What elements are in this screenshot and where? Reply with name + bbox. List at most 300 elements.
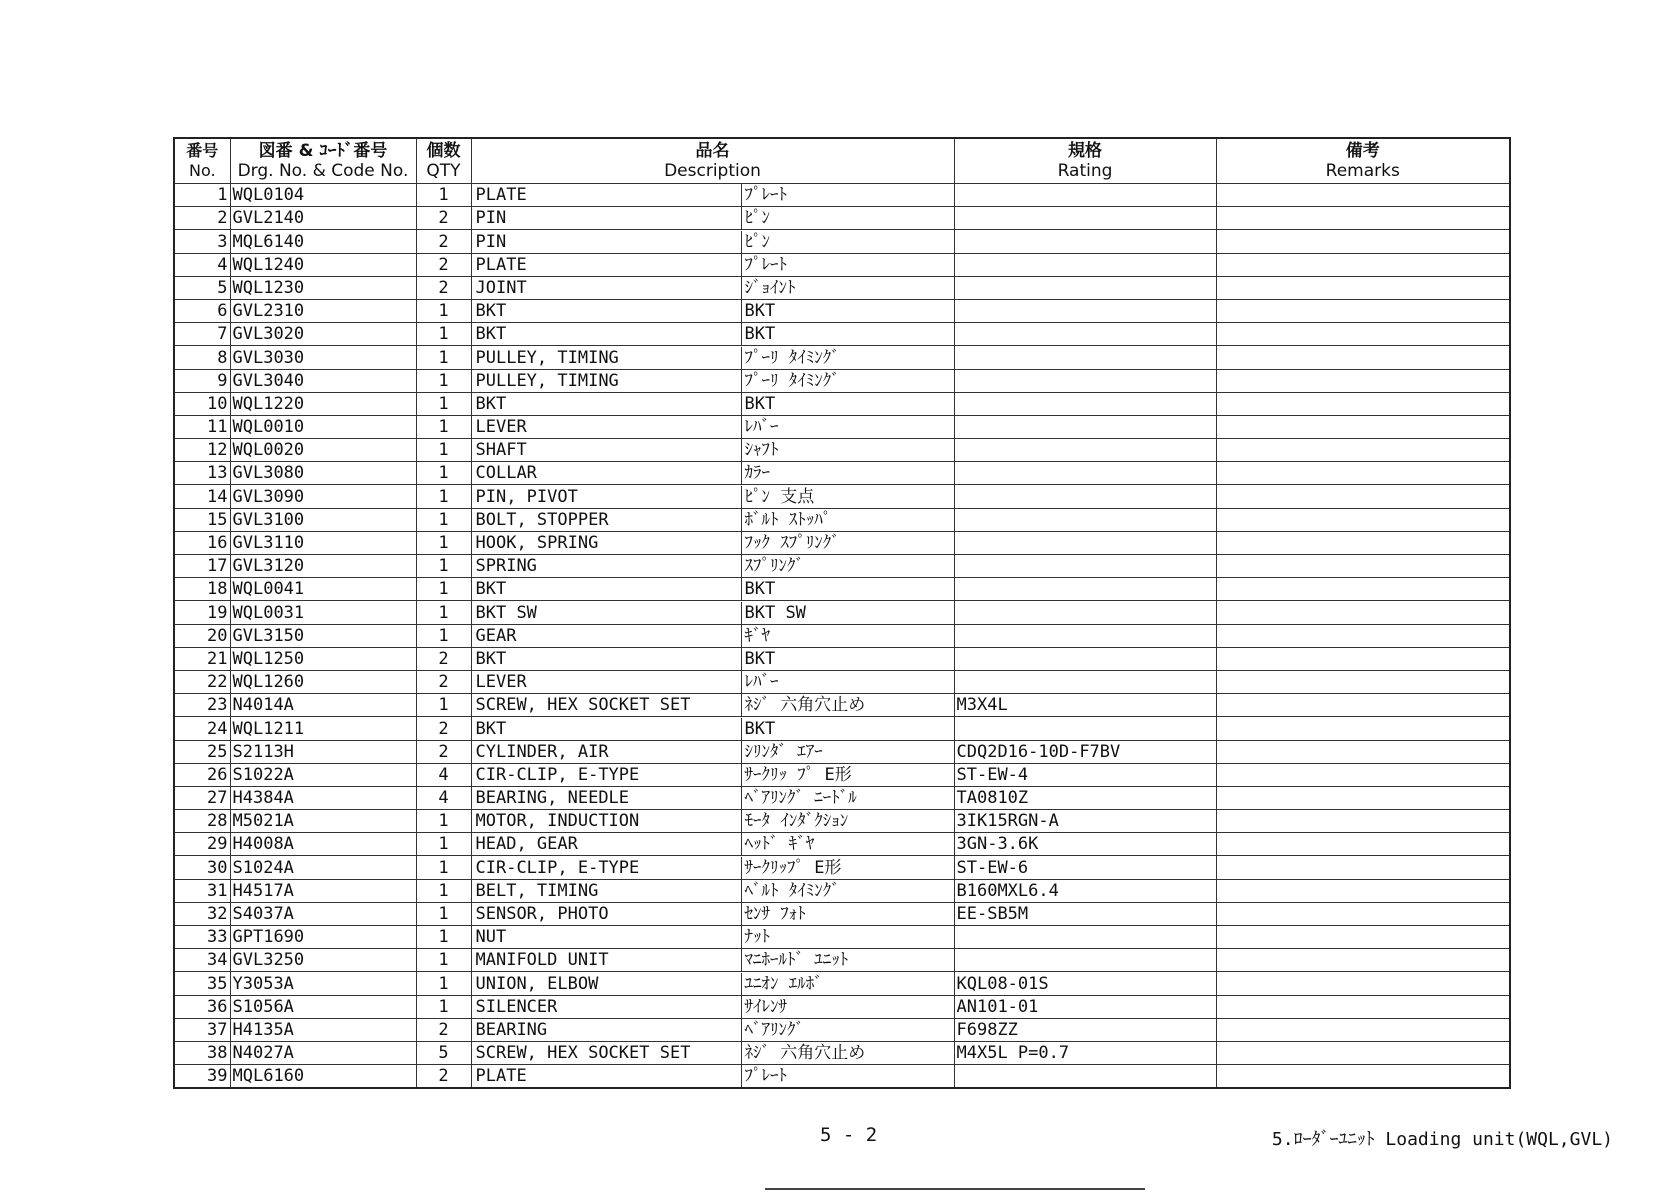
cell-qty: 2 — [416, 670, 471, 693]
description-en: PLATE — [474, 254, 742, 276]
description-en: BOLT, STOPPER — [474, 509, 742, 531]
description-jp: ｶﾗｰ — [744, 463, 770, 484]
cell-no: 19 — [174, 601, 230, 624]
cell-code: GVL2310 — [230, 299, 416, 322]
cell-no: 7 — [174, 323, 230, 346]
cell-description — [471, 856, 954, 879]
description-jp: ｻｰｸﾘｯﾌﾟ E形 — [744, 857, 842, 878]
cell-rating: 3GN-3.6K — [954, 833, 1216, 856]
table-row — [174, 1018, 1510, 1041]
description-jp: ﾋﾟﾝ — [744, 208, 770, 229]
cell-qty: 1 — [416, 531, 471, 554]
cell-code: Y3053A — [230, 972, 416, 995]
cell-description — [471, 694, 954, 717]
cell-code: GVL3250 — [230, 949, 416, 972]
cell-no: 38 — [174, 1041, 230, 1064]
description-jp: ﾈｼﾞ 六角穴止め — [744, 695, 866, 716]
cell-code: M5021A — [230, 810, 416, 833]
description-jp: ﾌﾟﾚｰﾄ — [744, 1066, 787, 1087]
table-row — [174, 763, 1510, 786]
cell-qty: 5 — [416, 1041, 471, 1064]
cell-no: 1 — [174, 184, 230, 207]
table-row — [174, 415, 1510, 438]
description-jp: ﾚﾊﾞｰ — [744, 672, 779, 693]
cell-code: WQL1211 — [230, 717, 416, 740]
cell-description — [471, 299, 954, 322]
cell-code: S2113H — [230, 740, 416, 763]
cell-code: GVL3080 — [230, 462, 416, 485]
cell-no: 15 — [174, 508, 230, 531]
table-row — [174, 856, 1510, 879]
cell-code: GVL2140 — [230, 207, 416, 230]
cell-no: 33 — [174, 926, 230, 949]
description-jp: BKT — [744, 324, 776, 345]
cell-qty: 1 — [416, 926, 471, 949]
cell-qty: 1 — [416, 902, 471, 925]
cell-code: GVL3110 — [230, 531, 416, 554]
cell-no: 35 — [174, 972, 230, 995]
cell-description — [471, 670, 954, 693]
description-jp: ｻｰｸﾘｯ ﾌﾟ E形 — [744, 764, 852, 785]
cell-rating — [954, 323, 1216, 346]
cell-description — [471, 926, 954, 949]
table-row — [174, 369, 1510, 392]
description-jp: ﾍﾞｱﾘﾝｸﾞ — [744, 1019, 804, 1040]
table-row — [174, 624, 1510, 647]
description-jp: ﾏﾆﾎｰﾙﾄﾞ ﾕﾆｯﾄ — [744, 950, 849, 971]
cell-remarks — [1216, 972, 1510, 995]
cell-qty: 2 — [416, 740, 471, 763]
description-jp: ﾌﾟｰﾘ ﾀｲﾐﾝｸﾞ — [744, 370, 840, 391]
cell-rating — [954, 415, 1216, 438]
cell-no: 16 — [174, 531, 230, 554]
cell-qty: 1 — [416, 392, 471, 415]
cell-no: 23 — [174, 694, 230, 717]
cell-qty: 1 — [416, 462, 471, 485]
page-number: 5 - 2 — [820, 1124, 878, 1146]
table-row — [174, 508, 1510, 531]
description-jp: ﾍｯﾄﾞ ｷﾞﾔ — [744, 834, 815, 855]
cell-no: 14 — [174, 485, 230, 508]
table-row — [174, 276, 1510, 299]
cell-remarks — [1216, 786, 1510, 809]
cell-remarks — [1216, 392, 1510, 415]
description-en: BKT — [474, 300, 742, 322]
cell-description — [471, 369, 954, 392]
cell-no: 26 — [174, 763, 230, 786]
cell-rating: KQL08-01S — [954, 972, 1216, 995]
description-en: SCREW, HEX SOCKET SET — [474, 694, 742, 716]
cell-description — [471, 392, 954, 415]
table-row — [174, 207, 1510, 230]
cell-rating — [954, 555, 1216, 578]
description-jp: ﾋﾟﾝ — [744, 231, 770, 252]
cell-code: GVL3040 — [230, 369, 416, 392]
description-jp: ｽﾌﾟﾘﾝｸﾞ — [744, 556, 804, 577]
cell-remarks — [1216, 439, 1510, 462]
cell-remarks — [1216, 601, 1510, 624]
table-row — [174, 833, 1510, 856]
cell-description — [471, 786, 954, 809]
header-rating: 規格 Rating — [954, 138, 1216, 184]
cell-description — [471, 647, 954, 670]
cell-no: 39 — [174, 1065, 230, 1089]
cell-remarks — [1216, 531, 1510, 554]
description-en: NUT — [474, 926, 742, 948]
cell-code: S4037A — [230, 902, 416, 925]
cell-remarks — [1216, 717, 1510, 740]
cell-remarks — [1216, 995, 1510, 1018]
cell-remarks — [1216, 578, 1510, 601]
cell-no: 20 — [174, 624, 230, 647]
cell-remarks — [1216, 879, 1510, 902]
description-en: PULLEY, TIMING — [474, 347, 742, 369]
cell-description — [471, 601, 954, 624]
description-en: BEARING, NEEDLE — [474, 787, 742, 809]
cell-remarks — [1216, 253, 1510, 276]
parts-table — [173, 137, 1511, 1089]
cell-description — [471, 323, 954, 346]
cell-code: GVL3020 — [230, 323, 416, 346]
cell-no: 36 — [174, 995, 230, 1018]
cell-no: 2 — [174, 207, 230, 230]
table-row — [174, 972, 1510, 995]
cell-code: WQL0010 — [230, 415, 416, 438]
cell-qty: 1 — [416, 624, 471, 647]
cell-remarks — [1216, 276, 1510, 299]
cell-qty: 1 — [416, 323, 471, 346]
cell-description — [471, 462, 954, 485]
cell-rating — [954, 508, 1216, 531]
cell-description — [471, 995, 954, 1018]
cell-remarks — [1216, 926, 1510, 949]
description-jp: ｼｬﾌﾄ — [744, 440, 779, 461]
cell-code: WQL1250 — [230, 647, 416, 670]
cell-remarks — [1216, 207, 1510, 230]
description-en: SPRING — [474, 555, 742, 577]
description-en: BKT — [474, 323, 742, 345]
table-row — [174, 1065, 1510, 1089]
description-en: SENSOR, PHOTO — [474, 903, 742, 925]
table-row — [174, 670, 1510, 693]
cell-remarks — [1216, 299, 1510, 322]
cell-no: 31 — [174, 879, 230, 902]
cell-description — [471, 879, 954, 902]
cell-qty: 1 — [416, 949, 471, 972]
cell-no: 32 — [174, 902, 230, 925]
cell-qty: 1 — [416, 299, 471, 322]
description-jp: ﾕﾆｵﾝ ｴﾙﾎﾞ — [744, 973, 823, 994]
table-row — [174, 485, 1510, 508]
description-en: LEVER — [474, 416, 742, 438]
description-en: MOTOR, INDUCTION — [474, 810, 742, 832]
cell-code: WQL1260 — [230, 670, 416, 693]
cell-no: 11 — [174, 415, 230, 438]
cell-no: 30 — [174, 856, 230, 879]
cell-remarks — [1216, 810, 1510, 833]
cell-remarks — [1216, 184, 1510, 207]
description-en: SILENCER — [474, 996, 742, 1018]
table-row — [174, 601, 1510, 624]
cell-code: GVL3150 — [230, 624, 416, 647]
cell-rating: CDQ2D16-10D-F7BV — [954, 740, 1216, 763]
cell-code: S1024A — [230, 856, 416, 879]
cell-remarks — [1216, 230, 1510, 253]
description-jp: ｾﾝｻ ﾌｫﾄ — [744, 904, 806, 924]
cell-remarks — [1216, 369, 1510, 392]
cell-description — [471, 810, 954, 833]
description-en: UNION, ELBOW — [474, 973, 742, 995]
cell-qty: 1 — [416, 508, 471, 531]
description-jp: ﾚﾊﾞｰ — [744, 417, 779, 438]
cell-no: 29 — [174, 833, 230, 856]
cell-no: 34 — [174, 949, 230, 972]
description-jp: ﾌﾟﾚｰﾄ — [744, 185, 787, 206]
cell-qty: 4 — [416, 786, 471, 809]
cell-description — [471, 207, 954, 230]
cell-no: 13 — [174, 462, 230, 485]
cell-no: 21 — [174, 647, 230, 670]
section-title: 5.ﾛｰﾀﾞｰﾕﾆｯﾄ Loading unit(WQL,GVL) — [1271, 1129, 1613, 1150]
cell-remarks — [1216, 949, 1510, 972]
description-jp: ｼﾘﾝﾀﾞ ｴｱｰ — [744, 741, 823, 762]
description-jp: ﾌｯｸ ｽﾌﾟﾘﾝｸﾞ — [744, 533, 840, 553]
table-row — [174, 253, 1510, 276]
table-row — [174, 694, 1510, 717]
parts-list-sheet — [173, 137, 1509, 1089]
cell-remarks — [1216, 485, 1510, 508]
cell-rating: TA0810Z — [954, 786, 1216, 809]
cell-code: H4384A — [230, 786, 416, 809]
cell-rating — [954, 369, 1216, 392]
cell-code: N4027A — [230, 1041, 416, 1064]
cell-description — [471, 1018, 954, 1041]
description-en: HEAD, GEAR — [474, 833, 742, 855]
cell-rating — [954, 647, 1216, 670]
description-en: GEAR — [474, 625, 742, 647]
cell-remarks — [1216, 856, 1510, 879]
cell-qty: 1 — [416, 833, 471, 856]
cell-description — [471, 1041, 954, 1064]
cell-code: GVL3120 — [230, 555, 416, 578]
cell-no: 8 — [174, 346, 230, 369]
description-jp: ｻｲﾚﾝｻ — [744, 996, 787, 1017]
table-row — [174, 879, 1510, 902]
table-body — [174, 184, 1510, 1089]
cell-no: 4 — [174, 253, 230, 276]
cell-no: 22 — [174, 670, 230, 693]
cell-rating — [954, 624, 1216, 647]
cell-code: MQL6160 — [230, 1065, 416, 1089]
cell-description — [471, 717, 954, 740]
cell-description — [471, 902, 954, 925]
table-row — [174, 531, 1510, 554]
cell-qty: 1 — [416, 995, 471, 1018]
cell-qty: 1 — [416, 578, 471, 601]
cell-remarks — [1216, 323, 1510, 346]
description-en: CIR-CLIP, E-TYPE — [474, 857, 742, 879]
header-no: 番号 No. — [174, 138, 230, 184]
cell-rating — [954, 485, 1216, 508]
cell-qty: 2 — [416, 207, 471, 230]
cell-no: 6 — [174, 299, 230, 322]
cell-qty: 2 — [416, 1065, 471, 1089]
description-en: BELT, TIMING — [474, 880, 742, 902]
cell-description — [471, 253, 954, 276]
scan-artifact-line — [765, 1188, 1145, 1190]
description-jp: BKT — [744, 579, 776, 600]
table-row — [174, 949, 1510, 972]
description-en: CYLINDER, AIR — [474, 741, 742, 763]
table-row — [174, 647, 1510, 670]
description-jp: ﾈｼﾞ 六角穴止め — [744, 1043, 866, 1064]
cell-rating: EE-SB5M — [954, 902, 1216, 925]
cell-rating — [954, 230, 1216, 253]
cell-qty: 2 — [416, 230, 471, 253]
cell-remarks — [1216, 1065, 1510, 1089]
description-en: SCREW, HEX SOCKET SET — [474, 1042, 742, 1064]
table-row — [174, 902, 1510, 925]
cell-qty: 1 — [416, 439, 471, 462]
cell-rating — [954, 299, 1216, 322]
cell-rating — [954, 276, 1216, 299]
cell-remarks — [1216, 462, 1510, 485]
cell-qty: 2 — [416, 1018, 471, 1041]
cell-remarks — [1216, 555, 1510, 578]
cell-rating — [954, 207, 1216, 230]
cell-rating: ST-EW-6 — [954, 856, 1216, 879]
cell-qty: 1 — [416, 369, 471, 392]
description-en: HOOK, SPRING — [474, 532, 742, 554]
description-en: BKT — [474, 718, 742, 740]
cell-no: 3 — [174, 230, 230, 253]
cell-code: GVL3100 — [230, 508, 416, 531]
table-row — [174, 439, 1510, 462]
cell-qty: 1 — [416, 184, 471, 207]
cell-no: 25 — [174, 740, 230, 763]
description-en: JOINT — [474, 277, 742, 299]
cell-no: 9 — [174, 369, 230, 392]
table-row — [174, 299, 1510, 322]
table-row — [174, 740, 1510, 763]
cell-no: 10 — [174, 392, 230, 415]
cell-qty: 1 — [416, 555, 471, 578]
cell-code: WQL0031 — [230, 601, 416, 624]
cell-code: GVL3030 — [230, 346, 416, 369]
table-row — [174, 786, 1510, 809]
cell-description — [471, 531, 954, 554]
table-row — [174, 392, 1510, 415]
cell-qty: 1 — [416, 485, 471, 508]
cell-code: GPT1690 — [230, 926, 416, 949]
cell-qty: 2 — [416, 647, 471, 670]
cell-description — [471, 230, 954, 253]
cell-code: S1056A — [230, 995, 416, 1018]
cell-rating — [954, 439, 1216, 462]
cell-remarks — [1216, 670, 1510, 693]
cell-rating: F698ZZ — [954, 1018, 1216, 1041]
table-row — [174, 346, 1510, 369]
cell-description — [471, 833, 954, 856]
cell-rating — [954, 346, 1216, 369]
description-en: MANIFOLD UNIT — [474, 949, 742, 971]
description-en: COLLAR — [474, 462, 742, 484]
description-en: BKT — [474, 578, 742, 600]
header-description: 品名 Description — [471, 138, 954, 184]
description-en: BKT — [474, 648, 742, 670]
table-row — [174, 1041, 1510, 1064]
table-row — [174, 926, 1510, 949]
cell-qty: 1 — [416, 601, 471, 624]
description-jp: ｷﾞﾔ — [744, 625, 770, 646]
cell-description — [471, 740, 954, 763]
description-jp: ﾎﾞﾙﾄ ｽﾄｯﾊﾟ — [744, 509, 832, 530]
cell-description — [471, 276, 954, 299]
cell-no: 24 — [174, 717, 230, 740]
cell-qty: 1 — [416, 346, 471, 369]
description-en: PIN, PIVOT — [474, 486, 742, 508]
description-jp: BKT — [744, 393, 776, 414]
cell-qty: 4 — [416, 763, 471, 786]
cell-no: 18 — [174, 578, 230, 601]
cell-no: 27 — [174, 786, 230, 809]
cell-no: 17 — [174, 555, 230, 578]
description-jp: ﾍﾞﾙﾄ ﾀｲﾐﾝｸﾞ — [744, 880, 840, 901]
cell-remarks — [1216, 508, 1510, 531]
cell-rating: B160MXL6.4 — [954, 879, 1216, 902]
table-row — [174, 462, 1510, 485]
cell-remarks — [1216, 902, 1510, 925]
cell-qty: 1 — [416, 694, 471, 717]
table-row — [174, 995, 1510, 1018]
table-row — [174, 578, 1510, 601]
table-row — [174, 323, 1510, 346]
header-drawing-code: 図番 & ｺｰﾄﾞ番号 Drg. No. & Code No. — [230, 138, 416, 184]
cell-no: 37 — [174, 1018, 230, 1041]
cell-description — [471, 949, 954, 972]
description-en: LEVER — [474, 671, 742, 693]
cell-code: WQL0104 — [230, 184, 416, 207]
cell-qty: 2 — [416, 717, 471, 740]
cell-no: 28 — [174, 810, 230, 833]
cell-code: S1022A — [230, 763, 416, 786]
cell-remarks — [1216, 647, 1510, 670]
cell-description — [471, 439, 954, 462]
cell-rating — [954, 717, 1216, 740]
header-qty: 個数 QTY — [416, 138, 471, 184]
cell-description — [471, 485, 954, 508]
cell-rating — [954, 531, 1216, 554]
cell-code: WQL1240 — [230, 253, 416, 276]
description-en: PLATE — [474, 1065, 742, 1087]
description-en: BKT — [474, 393, 742, 415]
cell-remarks — [1216, 694, 1510, 717]
cell-remarks — [1216, 763, 1510, 786]
cell-description — [471, 346, 954, 369]
cell-rating — [954, 184, 1216, 207]
cell-remarks — [1216, 415, 1510, 438]
cell-rating — [954, 949, 1216, 972]
description-en: BEARING — [474, 1019, 742, 1041]
description-jp: ﾋﾟﾝ 支点 — [744, 486, 815, 507]
cell-rating — [954, 601, 1216, 624]
cell-remarks — [1216, 833, 1510, 856]
table-row — [174, 555, 1510, 578]
description-en: PIN — [474, 231, 742, 253]
cell-code: WQL1230 — [230, 276, 416, 299]
cell-rating: M3X4L — [954, 694, 1216, 717]
cell-description — [471, 184, 954, 207]
